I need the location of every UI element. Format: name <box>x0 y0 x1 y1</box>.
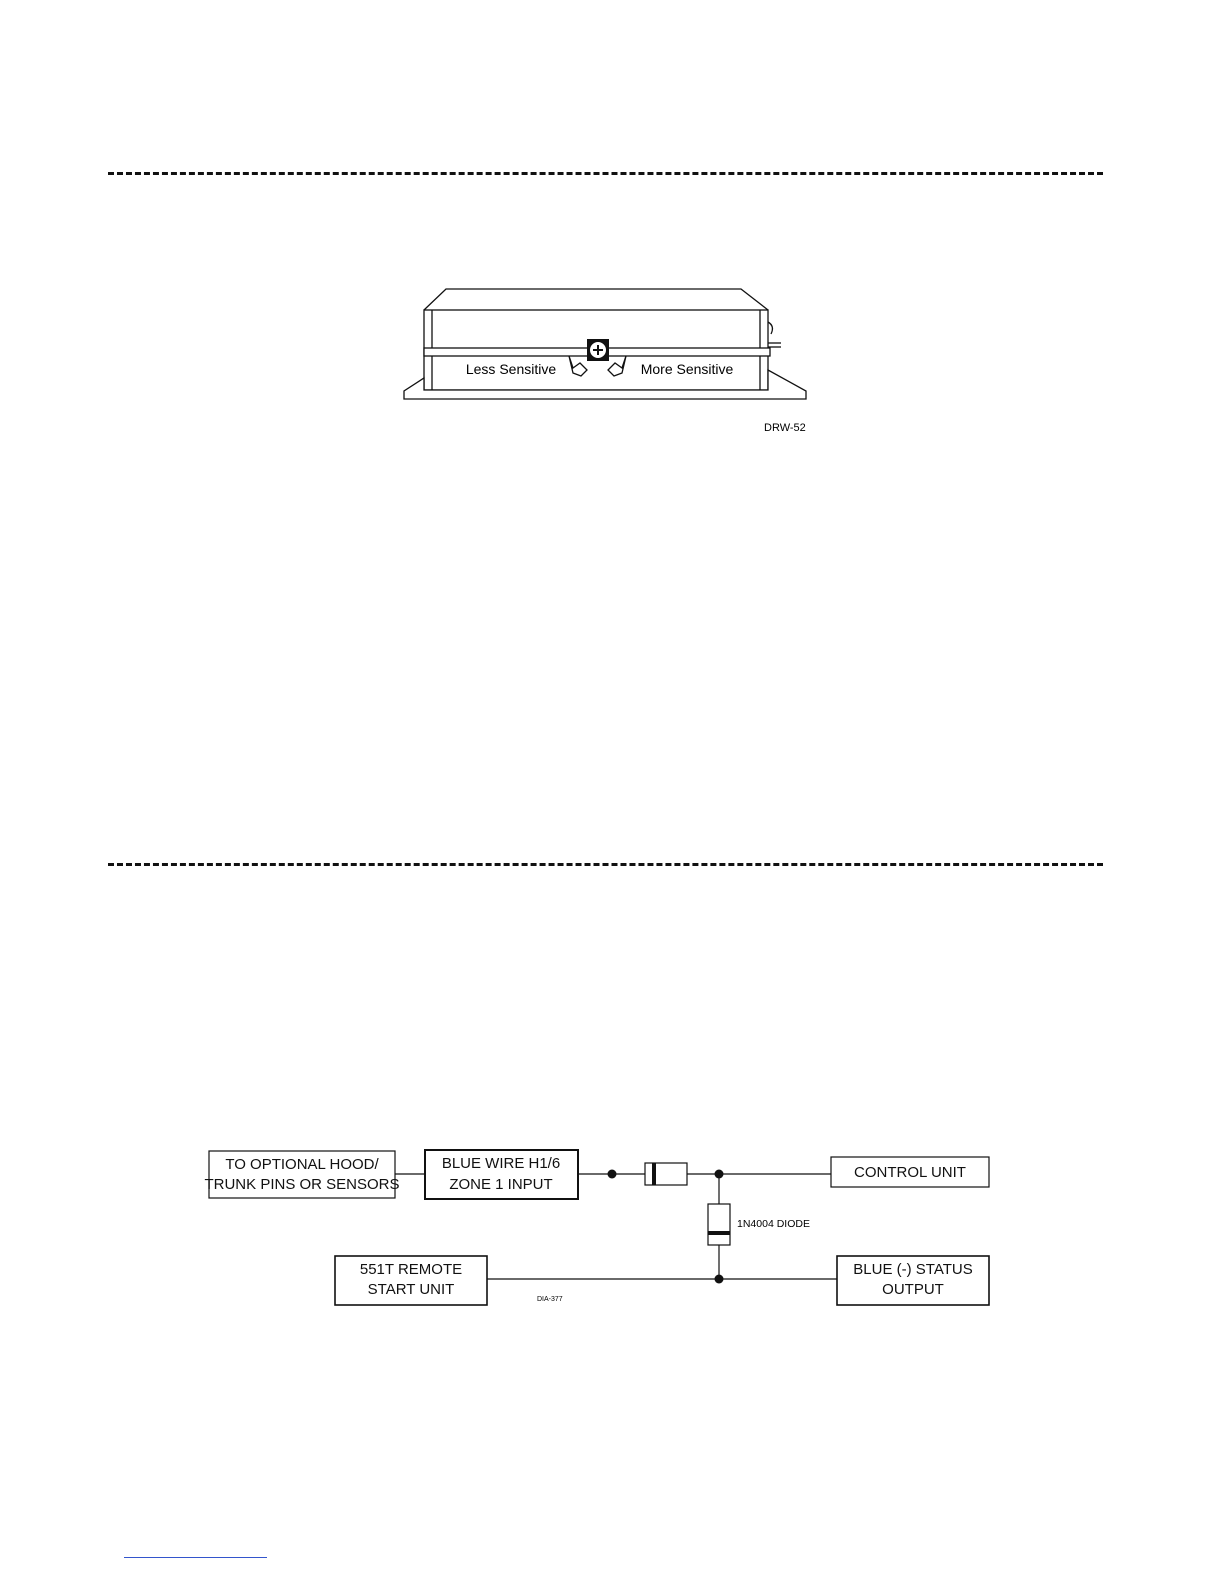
diode-vertical-icon <box>708 1204 730 1245</box>
diode-label: 1N4004 DIODE <box>737 1218 810 1230</box>
remote-start-line1: 551T REMOTE <box>359 1261 463 1278</box>
diagram-id: DIA-377 <box>537 1296 563 1303</box>
remote-start-line2: START UNIT <box>367 1281 455 1298</box>
blue-wire-line1: BLUE WIRE H1/6 <box>441 1155 561 1172</box>
junction-dot-top <box>715 1170 724 1179</box>
junction-dot-left <box>608 1170 617 1179</box>
drawing-id: DRW-52 <box>764 422 806 434</box>
more-sensitive-label: More Sensitive <box>640 361 734 377</box>
footer-link-underline <box>124 1557 267 1558</box>
optional-sensors-line1: TO OPTIONAL HOOD/ <box>225 1156 379 1173</box>
junction-dot-bottom <box>715 1275 724 1284</box>
status-output-line2: OUTPUT <box>882 1281 944 1298</box>
optional-sensors-line2: TRUNK PINS OR SENSORS <box>204 1176 400 1193</box>
blue-wire-line2: ZONE 1 INPUT <box>449 1176 553 1193</box>
diode-horizontal-band <box>652 1163 656 1185</box>
status-output-line1: BLUE (-) STATUS <box>853 1261 973 1278</box>
diode-vertical-band <box>708 1231 730 1235</box>
control-unit-label: CONTROL UNIT <box>854 1164 966 1181</box>
less-sensitive-label: Less Sensitive <box>465 361 557 377</box>
diode-horizontal-icon <box>645 1163 687 1185</box>
